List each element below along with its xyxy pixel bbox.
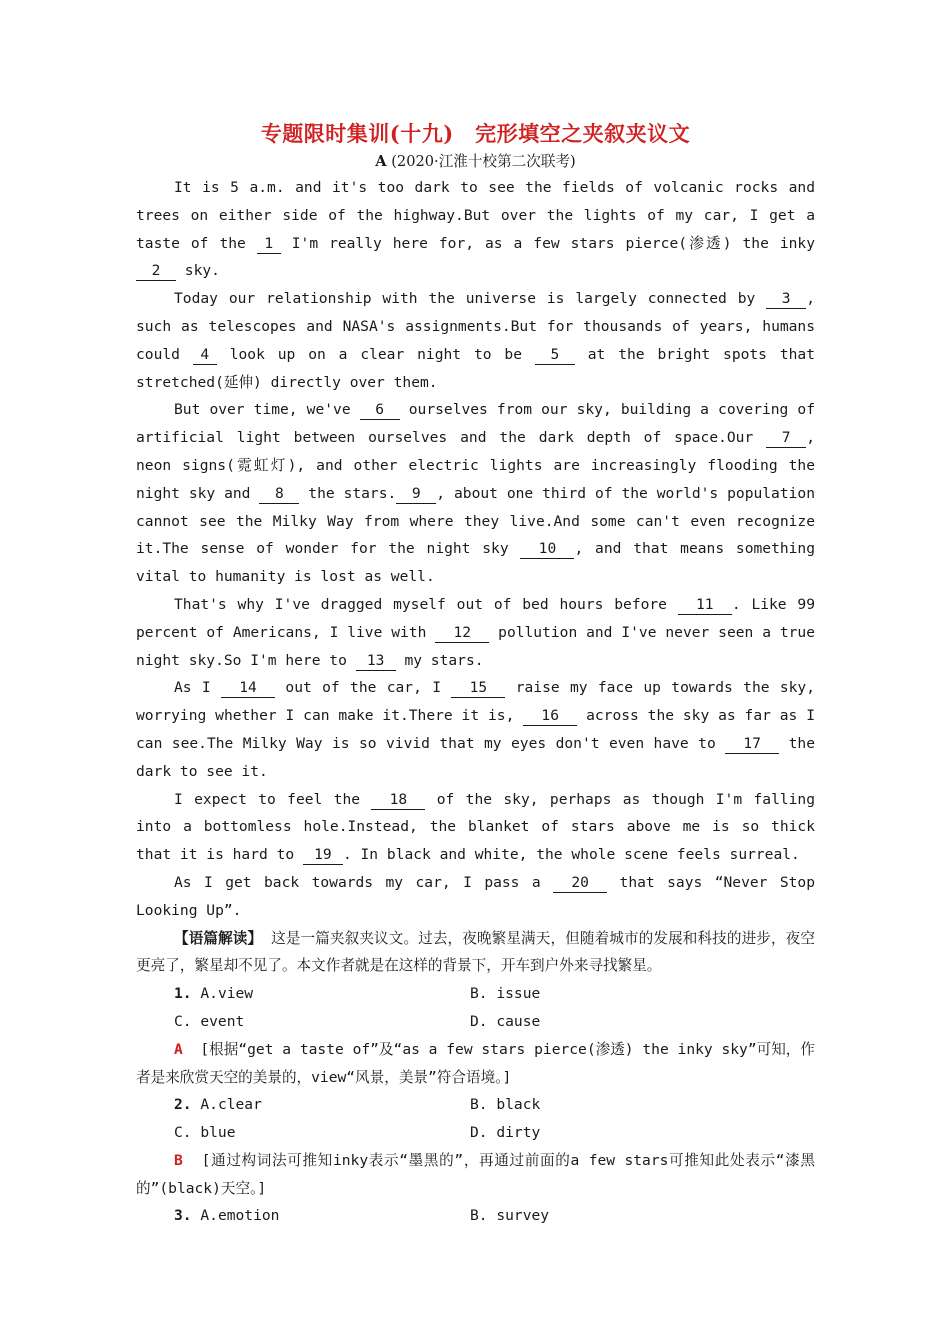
paragraph-4	[136, 591, 815, 674]
text: across the sky as far as I can see.The Milky Way is so vivid that my eyes don't even have to	[136, 707, 815, 752]
question-number: 1.	[174, 985, 192, 1003]
paragraph-3	[136, 396, 815, 591]
option-d: D. cause	[470, 1012, 541, 1030]
blank-15: 15	[451, 679, 505, 698]
blank-6: 6	[360, 401, 400, 420]
passage-analysis	[136, 925, 815, 981]
blank-7: 7	[766, 429, 806, 448]
text: that says “Never Stop Looking Up”.	[136, 873, 816, 919]
text: , such as telescopes and NASA's assignments.But for thousands of years, humans could	[136, 290, 815, 363]
option-b: B. survey	[470, 1207, 550, 1225]
blank-13: 13	[356, 652, 396, 671]
blank-4: 4	[193, 346, 217, 365]
question-number: 3.	[174, 1207, 192, 1225]
text: . In black and white, the whole scene feels surreal.	[342, 846, 800, 864]
option-b: B. black	[470, 1096, 541, 1114]
source-label: (2020·江淮十校第二次联考)	[391, 153, 576, 170]
blank-19: 19	[303, 846, 343, 865]
question-1-options-row-1	[136, 980, 815, 1008]
option-a: A.clear	[200, 1096, 262, 1114]
text: . Like 99 percent of Americans, I live with	[136, 595, 816, 641]
paragraph-2	[136, 285, 815, 396]
blank-8: 8	[259, 485, 299, 504]
option-c: C. event	[174, 1012, 245, 1030]
blank-14: 14	[221, 679, 275, 698]
text: , neon signs(霓虹灯), and other electric lights are increasingly flooding the night sky and	[136, 429, 815, 502]
blank-1: 1	[257, 235, 281, 254]
text: Today our relationship with the universe is largely connected by	[174, 290, 767, 308]
option-c: C. blue	[174, 1124, 236, 1142]
answer-explanation: [根据“get a taste of”及“as a few stars pierce(渗透) the inky sky”可知，作者是来欣赏天空的美景的，view“风景，美景”符合语境。]	[136, 1040, 815, 1086]
answer-letter: B	[174, 1151, 183, 1169]
page-title: 专题限时集训(十九) 完形填空之夹叙夹议文	[260, 121, 691, 146]
text: look up on a clear night to be	[216, 345, 535, 363]
text: out of the car, I	[275, 679, 452, 697]
blank-3: 3	[766, 290, 806, 309]
text: As I	[174, 679, 222, 697]
text: , about one third of the world's population cannot see the Milky Way from where they live.And some can't even recognize it.The sense of wonder for the night sky	[136, 484, 815, 558]
option-a: A.emotion	[200, 1207, 280, 1225]
option-a: A.view	[200, 985, 254, 1003]
text: of the sky, perhaps as though I'm falling into a bottomless hole.Instead, the blanket of stars above me is so thick that it is hard to	[136, 790, 815, 864]
question-number: 2.	[174, 1096, 192, 1114]
text: , and that means something vital to humanity is lost as well.	[136, 540, 815, 586]
text: I expect to feel the	[174, 790, 372, 808]
text: It is 5 a.m. and it's too dark to see the fields of volcanic rocks and trees on either side of the highway.But over the lights of my car, I get a taste of the	[136, 179, 815, 252]
blank-10: 10	[520, 540, 574, 559]
blank-16: 16	[523, 707, 577, 726]
blank-18: 18	[371, 791, 425, 810]
text: raise my face up towards the sky, worrying whether I can make it.There it is,	[136, 679, 816, 725]
text: the dark to see it.	[136, 734, 815, 780]
question-2-options-row-2	[136, 1119, 815, 1147]
question-2-options-row-1	[136, 1091, 815, 1119]
analysis-text: 这是一篇夹叙夹议文。过去，夜晚繁星满天，但随着城市的发展和科技的进步，夜空更亮了，繁星却不见了。本文作者就是在这样的背景下，开车到户外来寻找繁星。	[136, 929, 815, 975]
blank-9: 9	[396, 485, 436, 504]
text: pollution and I've never seen a true night sky.So I'm here to	[136, 623, 816, 669]
answer-explanation: [通过构词法可推知inky表示“墨黑的”，再通过前面的a few stars可推知此处表示“漆黑的”(black)天空。]	[136, 1151, 815, 1197]
question-3-options-row-1	[136, 1202, 815, 1230]
blank-5: 5	[535, 346, 575, 365]
question-2-answer	[136, 1147, 815, 1203]
question-1-answer	[136, 1036, 815, 1092]
section-label: A	[375, 153, 387, 170]
text: But over time, we've	[174, 401, 360, 419]
paragraph-6	[136, 786, 815, 869]
text: at the bright spots that stretched(延伸) directly over them.	[136, 345, 815, 391]
paragraph-5	[136, 674, 815, 785]
text: That's why I've dragged myself out of bed hours before	[174, 595, 678, 613]
blank-12: 12	[435, 624, 489, 643]
blank-11: 11	[678, 596, 732, 615]
text: As I get back towards my car, I pass a	[174, 873, 554, 891]
answer-letter: A	[174, 1040, 183, 1058]
text: ourselves from our sky, building a covering of artificial light between ourselves and the dark depth of space.Our	[136, 401, 815, 447]
text: the stars.	[299, 484, 397, 502]
question-1-options-row-2	[136, 1008, 815, 1036]
blank-20: 20	[553, 874, 607, 893]
option-d: D. dirty	[470, 1124, 541, 1142]
paragraph-7	[136, 869, 815, 925]
blank-2: 2	[136, 262, 176, 281]
document-page	[136, 118, 815, 1230]
option-b: B. issue	[470, 985, 541, 1003]
paragraph-1	[136, 174, 815, 285]
section-header	[136, 150, 815, 174]
analysis-tag: 【语篇解读】	[174, 929, 263, 947]
text: sky.	[176, 262, 220, 280]
text: my stars.	[395, 651, 484, 669]
blank-17: 17	[725, 735, 779, 754]
text: I'm really here for, as a few stars pierce(渗透) the inky	[280, 234, 815, 252]
